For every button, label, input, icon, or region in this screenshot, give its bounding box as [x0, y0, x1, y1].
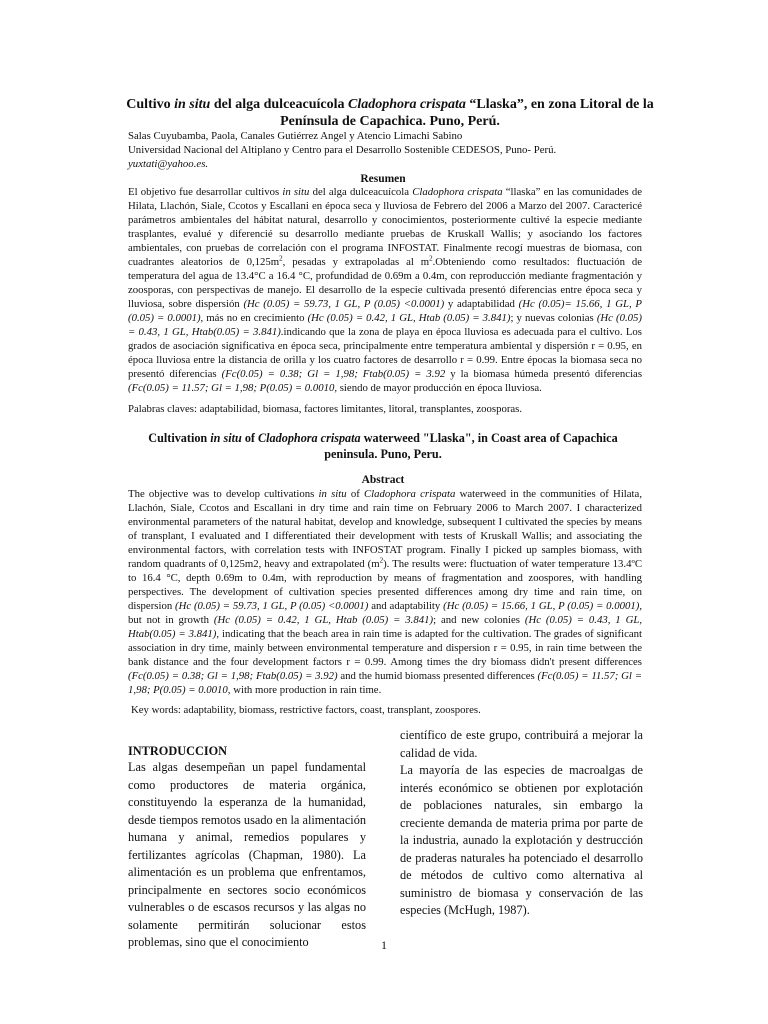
paper-title-english: Cultivation in situ of Cladophora crispata waterweed "Llaska", in Coast area of Capachica peninsula. Puno, Peru.: [148, 431, 618, 461]
paper-title-spanish: Cultivo in situ del alga dulceacuícola Cladophora crispata “Llaska”, en zona Litoral de la Península de Capachica. Puno, Perú.: [126, 97, 654, 129]
intro-left-column: [128, 743, 366, 952]
abstract-body: The objective was to develop cultivations in situ of Cladophora crispata waterweed in the communities of Hilata, Llachón, Siale, Ccotos and Escallani in dry time and rain time on February 2006 to March 2007. I characterized environmental parameters of the natural habitat, develop and knowledge, subsequent I cultivated the species by means of transplant, I evaluated and I differentiated their development with tests of Kruskall Wallis; and associating the environmental factors, with correlation tests with INFOSTAT program. Finally I picked up samples biomass, with random quadrants of 0,125m2, heavy and extrapolated $(m^2)$. The results were: fluctuation of water temperature 13.4ºC to 16.4 °C, depth 0.69m to 0.4m, with reproduction by means of fragmentation and zoospores, with handling perspectives. The development of cultivation species presented differences among dry time and rain time, on dispersion (Hc (0.05) = 59.73, 1 GL, P (0.05) <0.0001) and adaptability (Hc (0.05) = 15.66, 1 GL, P (0.05) = 0.0001), but not in growth (Hc (0.05) = 0.42, 1 GL, Htab (0.05) = 3.841); and new colonies (Hc (0.05) = 0.43, 1 GL, Htab(0.05) = 3.841), indicating that the beach area in rain time is adapted for the cultivation. The grades of significant association in dry time, mainly between environmental temperature and dispersion r = 0.95, in rain time between the bank distance and the four development factors r = 0.99. Among times the dry biomass didn't present differences (Fc(0.05) = 0.38; Gl = 1,98; Ftab(0.05) = 3.92) and the humid biomass presented differences (Fc(0.05) = 11.57; Gl = 1,98; P(0.05) = 0.0010, with more production in rain time.: [128, 488, 643, 696]
authors: Salas Cuyubamba, Paola, Canales Gutiérrez Angel y Atencio Limachi Sabino: [128, 130, 463, 142]
affiliation: Universidad Nacional del Altiplano y Centro para el Desarrollo Sostenible CEDESOS, Puno- Perú.: [128, 144, 557, 156]
abstract-heading: Abstract: [361, 474, 405, 486]
page-number: 1: [381, 938, 387, 952]
palabras-claves: Palabras claves: adaptabilidad, biomasa, factores limitantes, litoral, transplantes, zoosporas.: [128, 403, 523, 415]
resumen-body: El objetivo fue desarrollar cultivos in situ del alga dulceacuícola Cladophora crispata “llaska” en las comunidades de Hilata, Llachón, Siale, Ccotos y Escallani en época seca y lluviosa de Febrero del 2006 a Marzo del 2007. Caractericé parámetros ambientales del hábitat natural, desarrollo y conocimientos, posteriormente cultivé la especie mediante trasplantes, evalué y diferencié su desarrollo mediante pruebas de Kruskall Wallis; y asociando los factores ambientales, con pruebas de correlación con el programa INFOSTAT. Finalmente recogí muestras de biomasa, con cuadrantes aleatorios de $0,125m^2$, pesadas y extrapoladas al $m^2.Obteniendo$ como resultados: fluctuación de temperatura del agua de 13.4°C a 16.4 °C, profundidad de 0.69m a 0.4m, con reproducción mediante fragmentación y zoosporas, con perspectivas de manejo. El desarrollo de la especie cultivada presentó diferencias entre época seca y lluviosa, sobre dispersión (Hc (0.05) = 59.73, 1 GL, P (0.05) <0.0001) y adaptabilidad (Hc (0.05)= 15.66, 1 GL, P (0.05) = 0.0001), más no en crecimiento (Hc (0.05) = 0.42, 1 GL, Htab (0.05) = 3.841); y nuevas colonias (Hc (0.05) = 0.43, 1 GL, Htab(0.05) = 3.841).indicando que la zona de playa en época lluviosa es adecuada para el cultivo. Los grados de asociación significativa en época seca, principalmente entre temperatura ambiental y dispersión r = 0.95, en época lluviosa entre la distancia de orilla y los cuatro factores de desarrollo r = 0.99. Entre épocas la biomasa seca no presentó diferencias (Fc(0.05) = 0.38; Gl = 1,98; Ftab(0.05) = 3.92 y la biomasa húmeda presentó diferencias (Fc(0.05) = 11.57; Gl = 1,98; P(0.05) = 0.0010, siendo de mayor producción en época lluviosa.: [128, 186, 643, 394]
intro-paragraph: Las algas desempeñan un papel fundamental como productores de materia orgánica, constituyendo la esperanza de la humanidad, desde tiempos remotos usado en la alimentación humana y animal, remedios populares y fertilizantes agrícolas (Chapman, 1980). La alimentación es un problema que enfrentamos, principalmente en sectores socio económicos vulnerables o de escasos recursos y las algas no solamente permitirán solucionar estos problemas, sino que el conocimiento: [128, 760, 366, 949]
resumen-heading: Resumen: [360, 173, 406, 185]
key-words: Key words: adaptability, biomass, restrictive factors, coast, transplant, zoospores.: [131, 704, 481, 716]
intro-heading: INTRODUCCION: [128, 744, 228, 758]
intro-right-column: [400, 727, 643, 920]
author-email[interactable]: yuxtati@yahoo.es.: [128, 158, 209, 170]
intro-paragraph-2: La mayoría de las especies de macroalgas de interés económico se obtienen por explotación de poblaciones naturales, sin embargo la creciente demanda de materia prima por parte de la industria, aunado la explotación y destrucción de praderas naturales ha potenciado el desarrollo de métodos de cultivo como alternativa al suministro de biomasa y conservación de las especies (McHugh, 1987).: [400, 763, 643, 917]
intro-paragraph-continued: científico de este grupo, contribuirá a mejorar la calidad de vida.: [400, 728, 643, 760]
